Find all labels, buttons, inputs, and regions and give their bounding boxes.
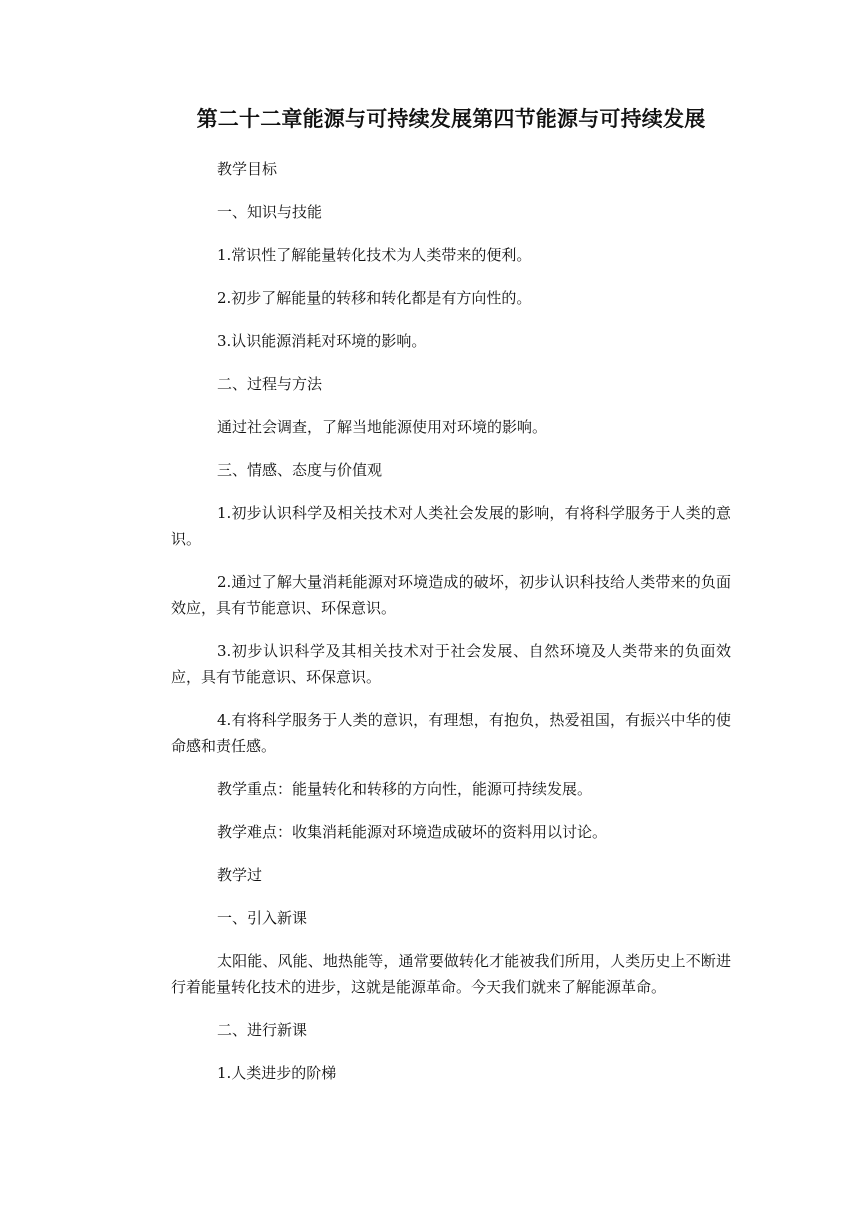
paragraph-emotion-item-3: 3.初步认识科学及其相关技术对于社会发展、自然环境及人类带来的负面效应，具有节能意识、环保意识。 xyxy=(171,642,731,686)
paragraph-emotion-item-1: 1.初步认识科学及相关技术对人类社会发展的影响，有将科学服务于人类的意识。 xyxy=(171,504,731,548)
paragraph-new-lesson-heading: 二、进行新课 xyxy=(217,1021,308,1039)
paragraph-emotion-item-2: 2.通过了解大量消耗能源对环境造成的破坏，初步认识科技给人类带来的负面效应，具有节能意识、环保意识。 xyxy=(171,573,731,617)
paragraph-teaching-process: 教学过 xyxy=(217,866,263,884)
paragraph-new-lesson-item-1: 1.人类进步的阶梯 xyxy=(217,1064,337,1082)
paragraph-key-point: 教学重点：能量转化和转移的方向性，能源可持续发展。 xyxy=(217,780,593,798)
paragraph-knowledge-item-1: 1.常识性了解能量转化技术为人类带来的便利。 xyxy=(217,246,532,264)
paragraph-knowledge-item-3: 3.认识能源消耗对环境的影响。 xyxy=(217,332,427,350)
document-title: 第二十二章能源与可持续发展第四节能源与可持续发展 xyxy=(196,107,706,131)
paragraph-intro-body: 太阳能、风能、地热能等，通常要做转化才能被我们所用，人类历史上不断进行着能量转化技术的进步，这就是能源革命。今天我们就来了解能源革命。 xyxy=(171,952,731,996)
paragraph-knowledge-item-2: 2.初步了解能量的转移和转化都是有方向性的。 xyxy=(217,289,532,307)
paragraph-process-method-heading: 二、过程与方法 xyxy=(217,375,323,393)
paragraph-difficult-point: 教学难点：收集消耗能源对环境造成破坏的资料用以讨论。 xyxy=(217,823,608,841)
paragraph-process-method-item: 通过社会调查，了解当地能源使用对环境的影响。 xyxy=(217,418,548,436)
paragraph-emotion-item-4: 4.有将科学服务于人类的意识，有理想，有抱负，热爱祖国，有振兴中华的使命感和责任感。 xyxy=(171,711,731,755)
paragraph-teaching-goals: 教学目标 xyxy=(217,160,278,178)
paragraph-intro-heading: 一、引入新课 xyxy=(217,909,308,927)
paragraph-knowledge-skills-heading: 一、知识与技能 xyxy=(217,203,323,221)
paragraph-emotion-values-heading: 三、情感、态度与价值观 xyxy=(217,461,383,479)
document-body xyxy=(171,104,731,1103)
